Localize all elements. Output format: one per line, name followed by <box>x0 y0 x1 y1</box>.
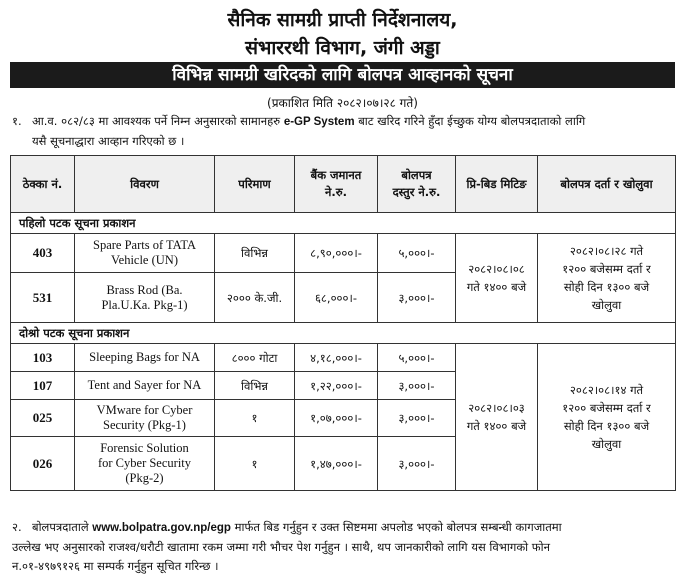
publish-date: (प्रकाशित मिति २०८२।०७।२८ गते) <box>267 96 418 110</box>
paragraph-1-text-a: आ.व. ०८२/८३ मा आवश्यक पर्ने निम्न अनुसारको सामानहरु <box>32 114 284 128</box>
tender-fee: ३,०००।- <box>378 437 456 491</box>
tender-fee: ३,०००।- <box>378 273 456 323</box>
reg-line: २०८२।०८।१४ गते <box>569 383 644 397</box>
reg-line: खोलुवा <box>591 437 622 451</box>
section-second-label: दोश्रो पटक सूचना प्रकाशन <box>11 323 676 344</box>
desc-line: Vehicle (UN) <box>111 253 178 267</box>
quantity: ८००० गोटा <box>215 344 295 372</box>
paragraph-2-text-a: बोलपत्रदाताले <box>32 520 93 534</box>
bolpatra-url[interactable]: www.bolpatra.gov.np/egp <box>92 522 231 534</box>
item-description <box>75 273 215 323</box>
item-description <box>75 400 215 437</box>
prebid-time: गते १४०० बजे <box>466 280 527 294</box>
quantity: २००० के.जी. <box>215 273 295 323</box>
paragraph-2-text-b: मार्फत बिड गर्नुहुन र उक्त सिष्टममा अपलोड भएको बोलपत्र सम्बन्धी कागजातमा <box>230 520 562 534</box>
reg-line: १२०० बजेसम्म दर्ता र <box>562 401 651 415</box>
bank-guarantee: ६८,०००।- <box>295 273 378 323</box>
col-header-qty: परिमाण <box>215 156 295 213</box>
tender-fee: ३,०००।- <box>378 372 456 400</box>
desc-line: (Pkg-2) <box>125 471 164 485</box>
reg-line: सोही दिन १३०० बजे <box>563 280 650 294</box>
col-header-desc: विवरण <box>75 156 215 213</box>
item-description: Sleeping Bags for NA <box>75 344 215 372</box>
bank-guarantee: १,२२,०००।- <box>295 372 378 400</box>
org-name-line1: सैनिक सामग्री प्राप्ती निर्देशनालय, <box>227 9 458 31</box>
quantity: १ <box>215 437 295 491</box>
bank-header-a: बैंक जमानत <box>310 168 362 182</box>
bank-header-b: ने.रु. <box>325 185 347 199</box>
bank-guarantee: ४,१८,०००।- <box>295 344 378 372</box>
tender-table <box>10 155 676 491</box>
desc-line: Forensic Solution <box>100 441 189 455</box>
tender-fee: ३,०००।- <box>378 400 456 437</box>
paragraph-2 <box>12 518 677 576</box>
section-first-label: पहिलो पटक सूचना प्रकाशन <box>11 213 676 234</box>
desc-line: Security (Pkg-1) <box>103 418 186 432</box>
reg-line: खोलुवा <box>591 298 622 312</box>
desc-line: Pla.U.Ka. Pkg-1) <box>101 297 188 312</box>
desc-line: Spare Parts of TATA <box>93 238 196 252</box>
paragraph-1-text-b: बाट खरिद गरिने हुँदा ईच्छुक योग्य बोलपत्रदाताको लागि <box>354 114 586 128</box>
prebid-date: २०८२।०८।०३ <box>468 401 525 415</box>
item-description: Tent and Sayer for NA <box>75 372 215 400</box>
item-description <box>75 234 215 273</box>
tender-fee: ५,०००।- <box>378 344 456 372</box>
fee-header-a: बोलपत्र <box>401 168 432 182</box>
paragraph-2-line1 <box>12 518 677 538</box>
registration-opening-group2 <box>538 344 676 491</box>
paragraph-2-line3: न.०१-४९७९१२६ मा सम्पर्क गर्नुहुन सूचित गरिन्छ । <box>12 559 219 573</box>
col-header-bank <box>295 156 378 213</box>
quantity: विभिन्न <box>215 372 295 400</box>
org-name-line2: संभाररथी विभाग, जंगी अड्डा <box>245 37 440 59</box>
desc-line: for Cyber Security <box>97 456 192 470</box>
paragraph-2-line2: उल्लेख भए अनुसारको राजश्व/धरौटी खातामा रकम जम्मा गरी भौचर पेश गर्नुहुन । साथै, थप जानकारीको लागि यस विभागको फोन <box>12 540 551 554</box>
tender-code: 107 <box>11 372 75 400</box>
bank-guarantee: १,४७,०००।- <box>295 437 378 491</box>
section-row-second <box>11 323 676 344</box>
bank-guarantee: ८,९०,०००।- <box>295 234 378 273</box>
quantity: विभिन्न <box>215 234 295 273</box>
prebid-meeting-group1 <box>456 234 538 323</box>
paragraph-2-number: २. <box>12 520 22 534</box>
col-header-prebid: प्रि-बिड मिटिङ <box>456 156 538 213</box>
reg-line: २०८२।०८।२८ गते <box>569 244 644 258</box>
prebid-date: २०८२।०८।०८ <box>468 262 525 276</box>
registration-opening-group1 <box>538 234 676 323</box>
notice-title-banner: विभिन्न सामग्री खरिदको लागि बोलपत्र आव्हानको सूचना <box>10 62 675 88</box>
egp-system-text: e-GP System <box>283 116 355 128</box>
table-header-row <box>11 156 676 213</box>
tender-code: 403 <box>11 234 75 273</box>
desc-line: Brass Rod (Ba. <box>106 282 183 297</box>
prebid-time: गते १४०० बजे <box>466 419 527 433</box>
tender-fee: ५,०००।- <box>378 234 456 273</box>
quantity: १ <box>215 400 295 437</box>
paragraph-1 <box>12 112 677 151</box>
reg-line: सोही दिन १३०० बजे <box>563 419 650 433</box>
tender-code: 103 <box>11 344 75 372</box>
col-header-fee <box>378 156 456 213</box>
tender-code: 026 <box>11 437 75 491</box>
fee-header-b: दस्तुर ने.रु. <box>392 185 441 199</box>
tender-code: 531 <box>11 273 75 323</box>
prebid-meeting-group2 <box>456 344 538 491</box>
reg-line: १२०० बजेसम्म दर्ता र <box>562 262 651 276</box>
tender-code: 025 <box>11 400 75 437</box>
paragraph-1-line2: यसै सूचनाद्धारा आव्हान गरिएको छ । <box>32 134 185 148</box>
paragraph-1-number: १. <box>12 114 22 128</box>
bank-guarantee: १,०७,०००।- <box>295 400 378 437</box>
table-row <box>11 234 676 273</box>
table-row <box>11 344 676 372</box>
paragraph-1-line1 <box>12 112 677 132</box>
col-header-reg: बोलपत्र दर्ता र खोलुवा <box>538 156 676 213</box>
item-description <box>75 437 215 491</box>
col-header-code: ठेक्का नं. <box>11 156 75 213</box>
section-row-first <box>11 213 676 234</box>
desc-line: VMware for Cyber <box>96 403 193 417</box>
